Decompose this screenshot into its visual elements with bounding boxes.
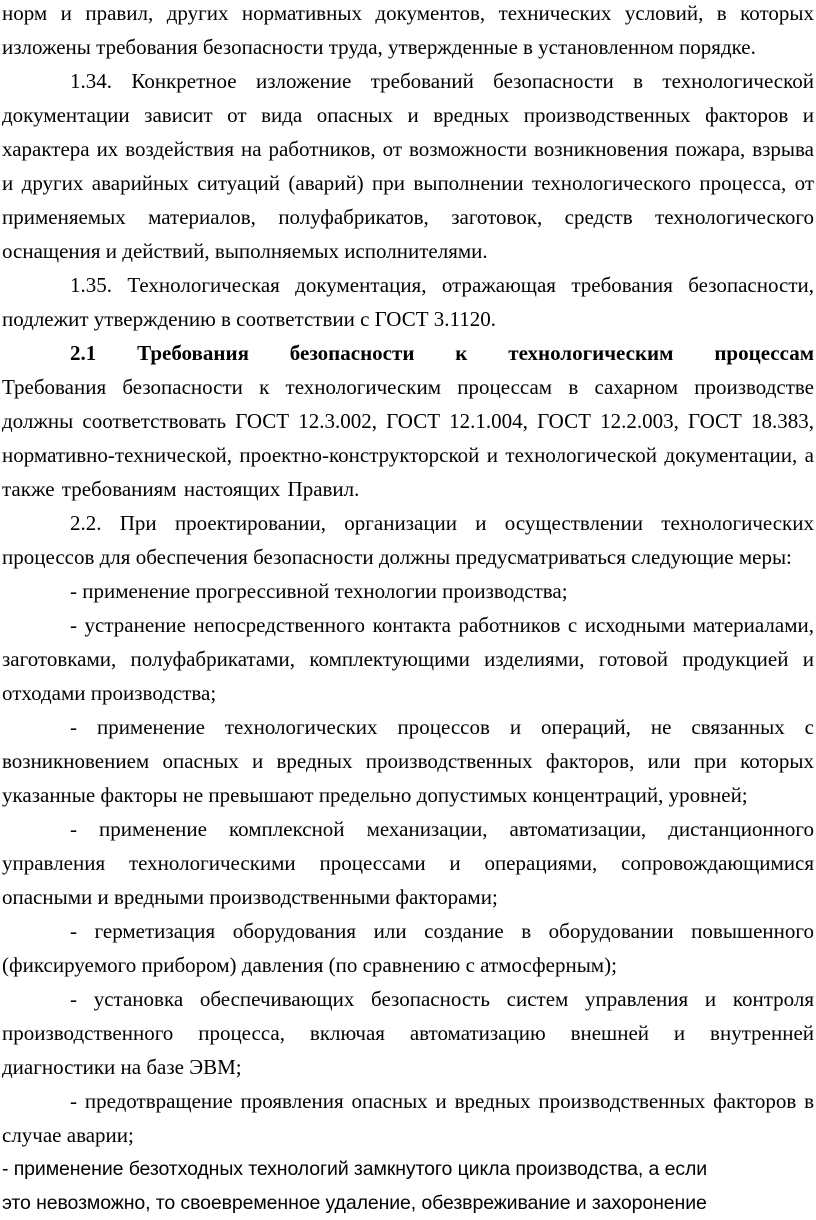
list-item: - предотвращение проявления опасных и вредных производственных факторов в случае аварии;	[2, 1089, 814, 1147]
list-item: - применение технологических процессов и операций, не связанных с возникновением опасных и вредных производственных факторов, или при которых указанные факторы не превышают предельно допустимых концентраций, уровней;	[2, 715, 814, 807]
tail-line: - применение безотходных технологий замкнутого цикла производства, а если	[2, 1158, 708, 1180]
section-heading: 2.1 Требования безопасности к технологическим процессам	[70, 341, 814, 365]
list-item: - герметизация оборудования или создание в оборудовании повышенного (фиксируемого прибором) давления (по сравнению с атмосферным);	[2, 919, 814, 977]
list-item: - устранение непосредственного контакта работников с исходными материалами, заготовками, полуфабрикатами, комплектующими изделиями, готовой продукцией и отходами производства;	[2, 613, 814, 705]
list-item: - применение прогрессивной технологии производства;	[70, 579, 568, 603]
paragraph-1-35: 1.35. Технологическая документация, отражающая требования безопасности, подлежит утверждению в соответствии с ГОСТ 3.1120.	[2, 273, 814, 331]
paragraph-continuation: норм и правил, других нормативных документов, технических условий, в которых изложены требования безопасности труда, утвержденные в установленном порядке.	[2, 1, 814, 59]
section-paragraph-requirements: Требования безопасности к технологическим процессам в сахарном производстве должны соответствовать ГОСТ 12.3.002, ГОСТ 12.1.004, ГОСТ 12.2.003, ГОСТ 18.383, нормативно-технической, проектно-конструкторской и технологической документации, а также требованиям настоящих Правил.	[2, 375, 814, 501]
list-item: - применение комплексной механизации, автоматизации, дистанционного управления технологическими процессами и операциями, сопровождающимися опасными и вредными производственными факторами;	[2, 817, 814, 909]
paragraph-2-2: 2.2. При проектировании, организации и осуществлении технологических процессов для обеспечения безопасности должны предусматриваться следующие меры:	[2, 511, 814, 569]
paragraph-1-34: 1.34. Конкретное изложение требований безопасности в технологической документации зависит от вида опасных и вредных производственных факторов и характера их воздействия на работников, от возможности возникновения пожара, взрыва и других аварийных ситуаций (аварий) при выполнении технологического процесса, от применяемых материалов, полуфабрикатов, заготовок, средств технологического оснащения и действий, выполняемых исполнителями.	[2, 69, 814, 263]
tail-line: это невозможно, то своевременное удаление, обезвреживание и захоронение	[2, 1192, 707, 1214]
list-item: - установка обеспечивающих безопасность систем управления и контроля производственного процесса, включая автоматизацию внешней и внутренней диагностики на базе ЭВМ;	[2, 987, 814, 1079]
